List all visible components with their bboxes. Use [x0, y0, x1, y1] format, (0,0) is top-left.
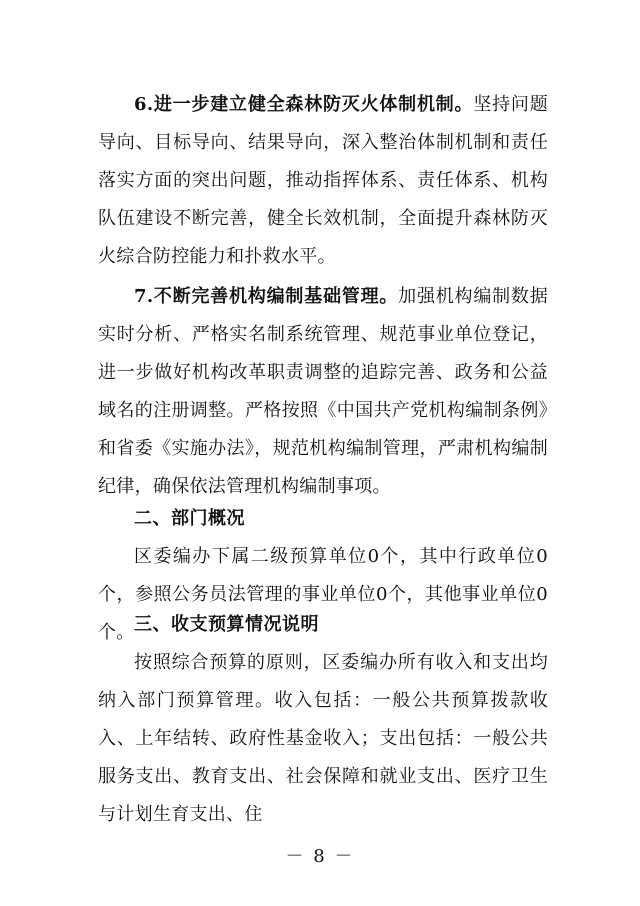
paragraph-6	[98, 86, 548, 276]
paragraph-7-lead: 7.不断完善机构编制基础管理。	[134, 286, 399, 307]
paragraph-7	[98, 278, 548, 506]
paragraph-7-body: 加强机构编制数据实时分析、严格实名制系统管理、规范事业单位登记，进一步做好机构改革职责调整的追踪完善、政务和公益域名的注册调整。严格按照《中国共产党机构编制条例》和省委《实施办法》，规范机构编制管理，严肃机构编制纪律，确保依法管理机构编制事项。	[98, 286, 548, 497]
section-3-body: 按照综合预算的原则，区委编办所有收入和支出均纳入部门预算管理。收入包括：一般公共预算拨款收入、上年结转、政府性基金收入；支出包括：一般公共服务支出、教育支出、社会保障和就业支出、医疗卫生与计划生育支出、住	[98, 652, 548, 825]
page-number: － 8 －	[285, 846, 355, 867]
section-3-heading: 三、收支预算情况说明	[134, 614, 319, 635]
section-2-heading: 二、部门概况	[134, 508, 245, 529]
paragraph-6-lead: 6.进一步建立健全森林防灭火体制机制。	[134, 94, 474, 115]
paragraph-6-body: 坚持问题导向、目标导向、结果导向，深入整治体制机制和责任落实方面的突出问题，推动指挥体系、责任体系、机构队伍建设不断完善，健全长效机制，全面提升森林防灭火综合防控能力和扑救水平。	[98, 94, 548, 267]
section-2-body: 区委编办下属二级预算单位0个，其中行政单位0个，参照公务员法管理的事业单位0个，其他事业单位0个。	[98, 546, 548, 643]
